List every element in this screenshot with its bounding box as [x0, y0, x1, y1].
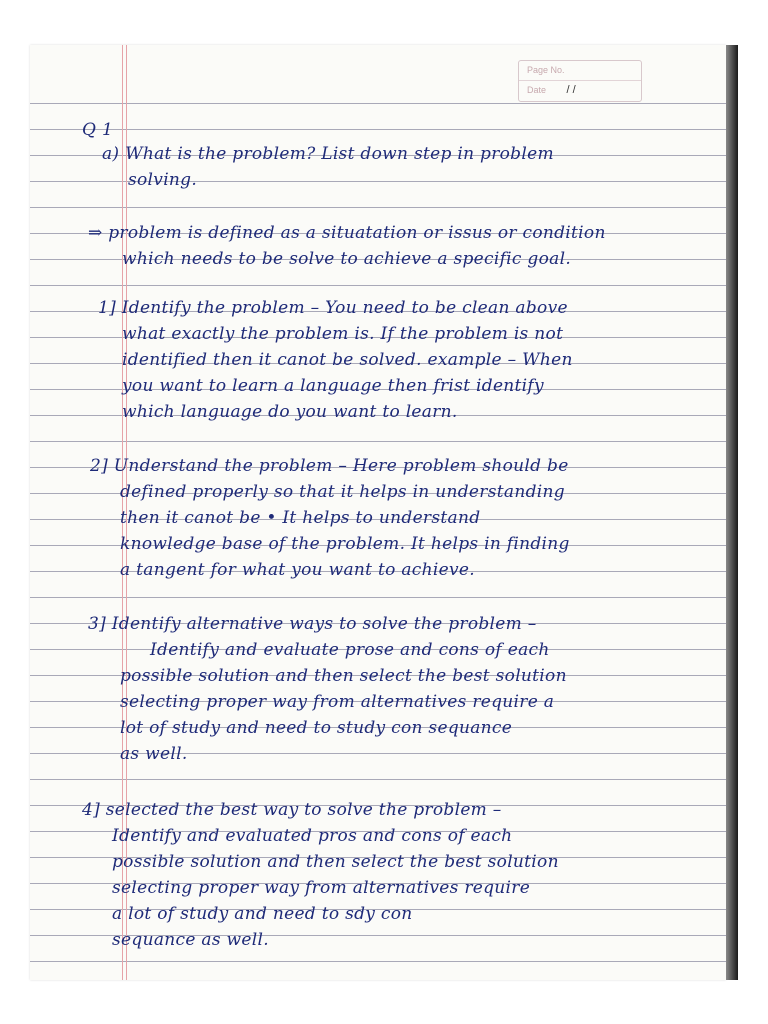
text-line: solving. — [128, 170, 198, 190]
text-line: a) What is the problem? List down step in problem — [102, 144, 554, 164]
text-line: which language do you want to learn. — [122, 402, 458, 422]
text-line: you want to learn a language then frist identify — [122, 376, 544, 396]
text-line: knowledge base of the problem. It helps in finding — [120, 534, 570, 554]
text-line: which needs to be solve to achieve a specific goal. — [122, 249, 572, 269]
page-number-field — [519, 61, 641, 80]
page-edge-shadow — [726, 45, 738, 980]
rule-line — [30, 285, 726, 286]
text-line: selecting proper way from alternatives require — [112, 878, 531, 898]
text-line: Identify and evaluated pros and cons of each — [112, 826, 513, 846]
text-line: lot of study and need to study con sequance — [120, 718, 513, 738]
page-label: Page No. — [527, 65, 565, 75]
page-date-box — [518, 60, 642, 102]
rule-line — [30, 103, 726, 104]
text-line: a tangent for what you want to achieve. — [120, 560, 475, 580]
text-line: 4] selected the best way to solve the problem – — [82, 800, 502, 820]
text-line: Identify and evaluate prose and cons of each — [150, 640, 550, 660]
text-line: defined properly so that it helps in understanding — [120, 482, 565, 502]
rule-line — [30, 441, 726, 442]
notebook-page — [30, 45, 726, 980]
text-line: selecting proper way from alternatives require a — [120, 692, 555, 712]
question-number: Q 1 — [82, 120, 114, 140]
text-line: 2] Understand the problem – Here problem should be — [90, 456, 569, 476]
rule-line — [30, 207, 726, 208]
text-line: then it canot be • It helps to understand — [120, 508, 481, 528]
date-field — [519, 80, 641, 100]
rule-line — [30, 779, 726, 780]
date-value: / / — [566, 84, 576, 96]
text-line: identified then it canot be solved. example – When — [122, 350, 573, 370]
text-line: as well. — [120, 744, 188, 764]
rule-line — [30, 597, 726, 598]
text-line: 3] Identify alternative ways to solve the problem – — [88, 614, 537, 634]
text-line: possible solution and then select the best solution — [120, 666, 567, 686]
text-line: ⇒ problem is defined as a situatation or issus or condition — [88, 223, 606, 243]
text-line: a lot of study and need to sdy con — [112, 904, 413, 924]
date-label: Date — [527, 85, 547, 95]
rule-line — [30, 129, 726, 130]
text-line: sequance as well. — [112, 930, 269, 950]
text-line: 1] Identify the problem – You need to be clean above — [98, 298, 568, 318]
text-line: what exactly the problem is. If the problem is not — [122, 324, 564, 344]
rule-line — [30, 961, 726, 962]
text-line: possible solution and then select the best solution — [112, 852, 559, 872]
